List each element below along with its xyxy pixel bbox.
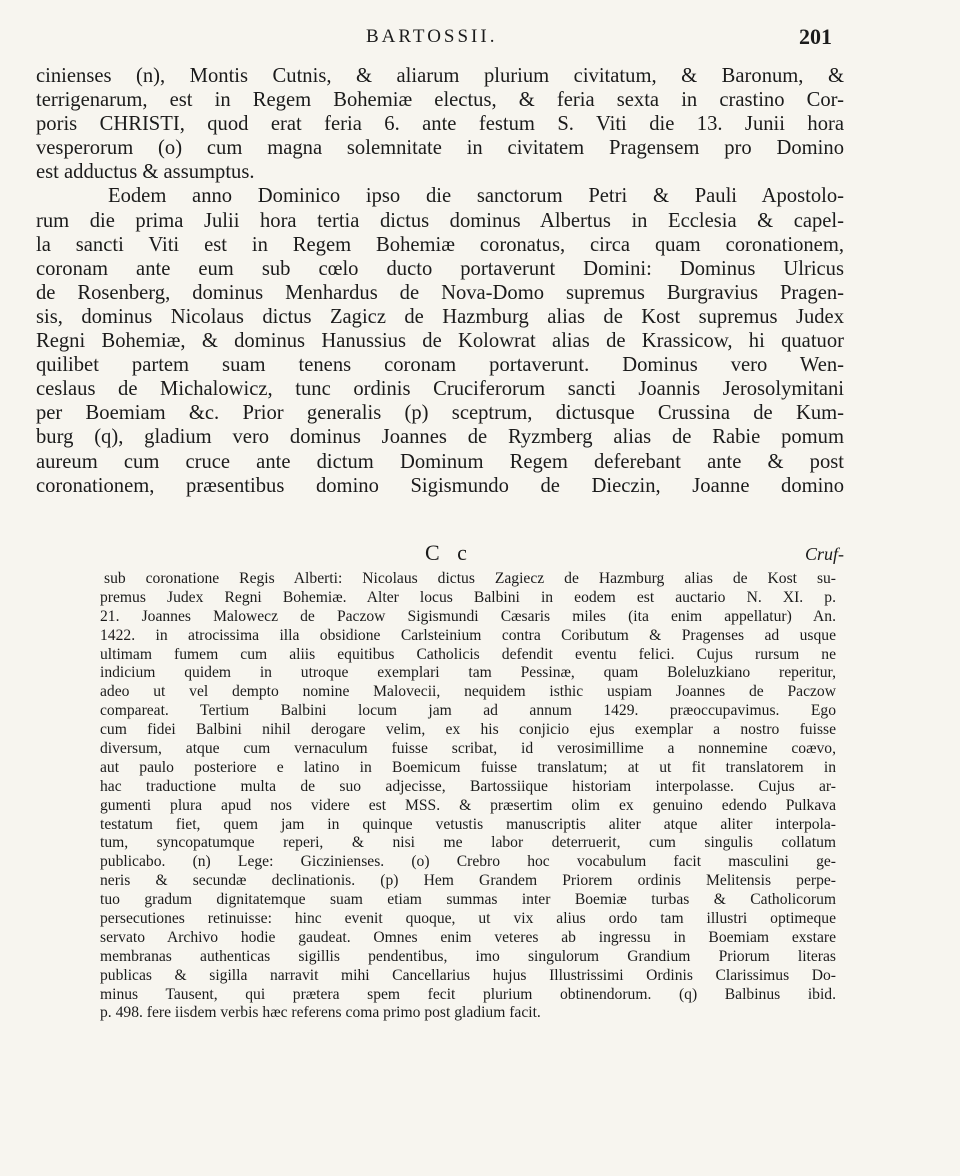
footnote-line: neris & secundæ declinationis. (p) Hem Grandem Priorem ordinis Melitensis perpe- xyxy=(100,872,836,890)
footnote-line: testatum fiet, quem jam in quinque vetustis manuscriptis aliter atque aliter interpola- xyxy=(100,815,836,833)
footnote-line: tum, syncopatumque reperi, & nisi me labor deterruerit, cum singulis collatum xyxy=(100,834,836,852)
main-text-line: sis, dominus Nicolaus dictus Zagicz de Hazmburg alias de Kost supremus Judex xyxy=(36,305,844,328)
main-text-line: quilibet partem suam tenens coronam portaverunt. Dominus vero Wen- xyxy=(36,354,844,377)
main-text-line: coronam ante eum sub cœlo ducto portaverunt Domini: Dominus Ulricus xyxy=(36,257,844,280)
footnote-line: p. 498. fere iisdem verbis hæc referens coma primo post gladium facit. xyxy=(100,1004,541,1022)
footnote-line: cum fidei Balbini nihil derogare velim, ex his conjicio ejus exemplar a nostro fuisse xyxy=(100,721,836,739)
footnote-line: compareat. Tertium Balbini locum jam ad annum 1429. præoccupavimus. Ego xyxy=(100,702,836,720)
main-text-block xyxy=(36,64,844,498)
footnote-line: gumenti plura apud nos videre est MSS. & præsertim olim ex genuino edendo Pulkava xyxy=(100,796,836,814)
footnotes-block xyxy=(100,570,836,1023)
main-text-line: coronationem, præsentibus domino Sigismundo de Dieczin, Joanne domino xyxy=(36,474,844,497)
footnote-line: adeo ut vel dempto nomine Malovecii, nequidem isthic uspiam Joannes de Paczow xyxy=(100,683,836,701)
footnote-line: persecutiones retinuisse: hinc evenit quoque, ut vix alius ordo tam illustri optimeque xyxy=(100,910,836,928)
signature-mark: C c xyxy=(425,540,473,565)
footnote-line: publicas & sigilla narravit mihi Cancellarius hujus Illustrissimi Ordinis Clarissimus Do- xyxy=(100,966,836,984)
main-text-line: Regni Bohemiæ, & dominus Hanussius de Kolowrat alias de Krassicow, hi quatuor xyxy=(36,330,844,353)
footnote-line: aut paulo posteriore e latino in Boemicum fuisse translatum; at ut fit translatorem in xyxy=(100,758,836,776)
footnote-line: indicium quidem in utroque exemplari tam Pessinæ, quam Boleluzkiano reperitur, xyxy=(100,664,836,682)
main-text-line: poris CHRISTI, quod erat feria 6. ante festum S. Viti die 13. Junii hora xyxy=(36,113,844,136)
main-text-line: vesperorum (o) cum magna solemnitate in civitatem Pragensem pro Domino xyxy=(36,137,844,160)
footnote-line: membranas authenticas sigillis pendentibus, imo singulorum Grandium Priorum literas xyxy=(100,947,836,965)
catchword: Cruf- xyxy=(804,544,844,564)
main-text-line: aureum cum cruce ante dictum Dominum Regem deferebant ante & post xyxy=(36,450,844,473)
running-title: BARTOSSII. xyxy=(366,26,498,47)
footnote-line: tuo gradum dignitatemque suam etiam summas inter Boemiæ turbas & Catholicorum xyxy=(100,891,836,909)
signature-row xyxy=(36,540,844,568)
footnote-line: servato Archivo hodie gaudeat. Omnes enim veteres ab ingressu in Boemiam exstare xyxy=(100,928,836,946)
page-number: 201 xyxy=(799,24,832,49)
footnote-line: premus Judex Regni Bohemiæ. Alter locus Balbini in eodem est auctario N. XI. p. xyxy=(100,588,836,606)
main-text-line: Eodem anno Dominico ipso die sanctorum Petri & Pauli Apostolo- xyxy=(108,185,844,208)
main-text-line: per Boemiam &c. Prior generalis (p) sceptrum, dictusque Crussina de Kum- xyxy=(36,402,844,425)
footnote-line: publicabo. (n) Lege: Giczinienses. (o) Crebro hoc vocabulum facit masculini ge- xyxy=(100,853,836,871)
main-text-line: de Rosenberg, dominus Menhardus de Nova-Domo supremus Burgravius Pragen- xyxy=(36,281,844,304)
page-header xyxy=(0,24,960,56)
main-text-line: rum die prima Julii hora tertia dictus dominus Albertus in Ecclesia & capel- xyxy=(36,209,844,232)
footnote-line: diversum, atque cum vernaculum fuisse scribat, id verosimillime a nonnemine coævo, xyxy=(100,740,836,758)
footnote-line: 1422. in atrocissima illa obsidione Carlsteinium contra Coributum & Pragenses ad usque xyxy=(100,626,836,644)
footnote-line: 21. Joannes Malowecz de Paczow Sigismundi Cæsaris miles (ita enim appellatur) An. xyxy=(100,607,836,625)
main-text-line: est adductus & assumptus. xyxy=(36,161,255,184)
footnote-line: minus Tausent, qui prætera spem fecit plurium obtinendorum. (q) Balbinus ibid. xyxy=(100,985,836,1003)
footnote-line: ultimam fumem cum aliis equitibus Catholicis defendit eventu felici. Cujus rursum ne xyxy=(100,645,836,663)
main-text-line: ceslaus de Michalowicz, tunc ordinis Cruciferorum sancti Joannis Jerosolymitani xyxy=(36,378,844,401)
main-text-line: burg (q), gladium vero dominus Joannes de Ryzmberg alias de Rabie pomum xyxy=(36,426,844,449)
main-text-line: la sancti Viti est in Regem Bohemiæ coronatus, circa quam coronationem, xyxy=(36,233,844,256)
footnote-line: hac traductione multa de suo adjecisse, Bartossiique historiam interpolasse. Cujus ar- xyxy=(100,777,836,795)
main-text-line: terrigenarum, est in Regem Bohemiæ electus, & feria sexta in crastino Cor- xyxy=(36,89,844,112)
main-text-line: cinienses (n), Montis Cutnis, & aliarum plurium civitatum, & Baronum, & xyxy=(36,65,844,87)
footnote-line: sub coronatione Regis Alberti: Nicolaus dictus Zagiecz de Hazmburg alias de Kost su- xyxy=(104,570,836,587)
